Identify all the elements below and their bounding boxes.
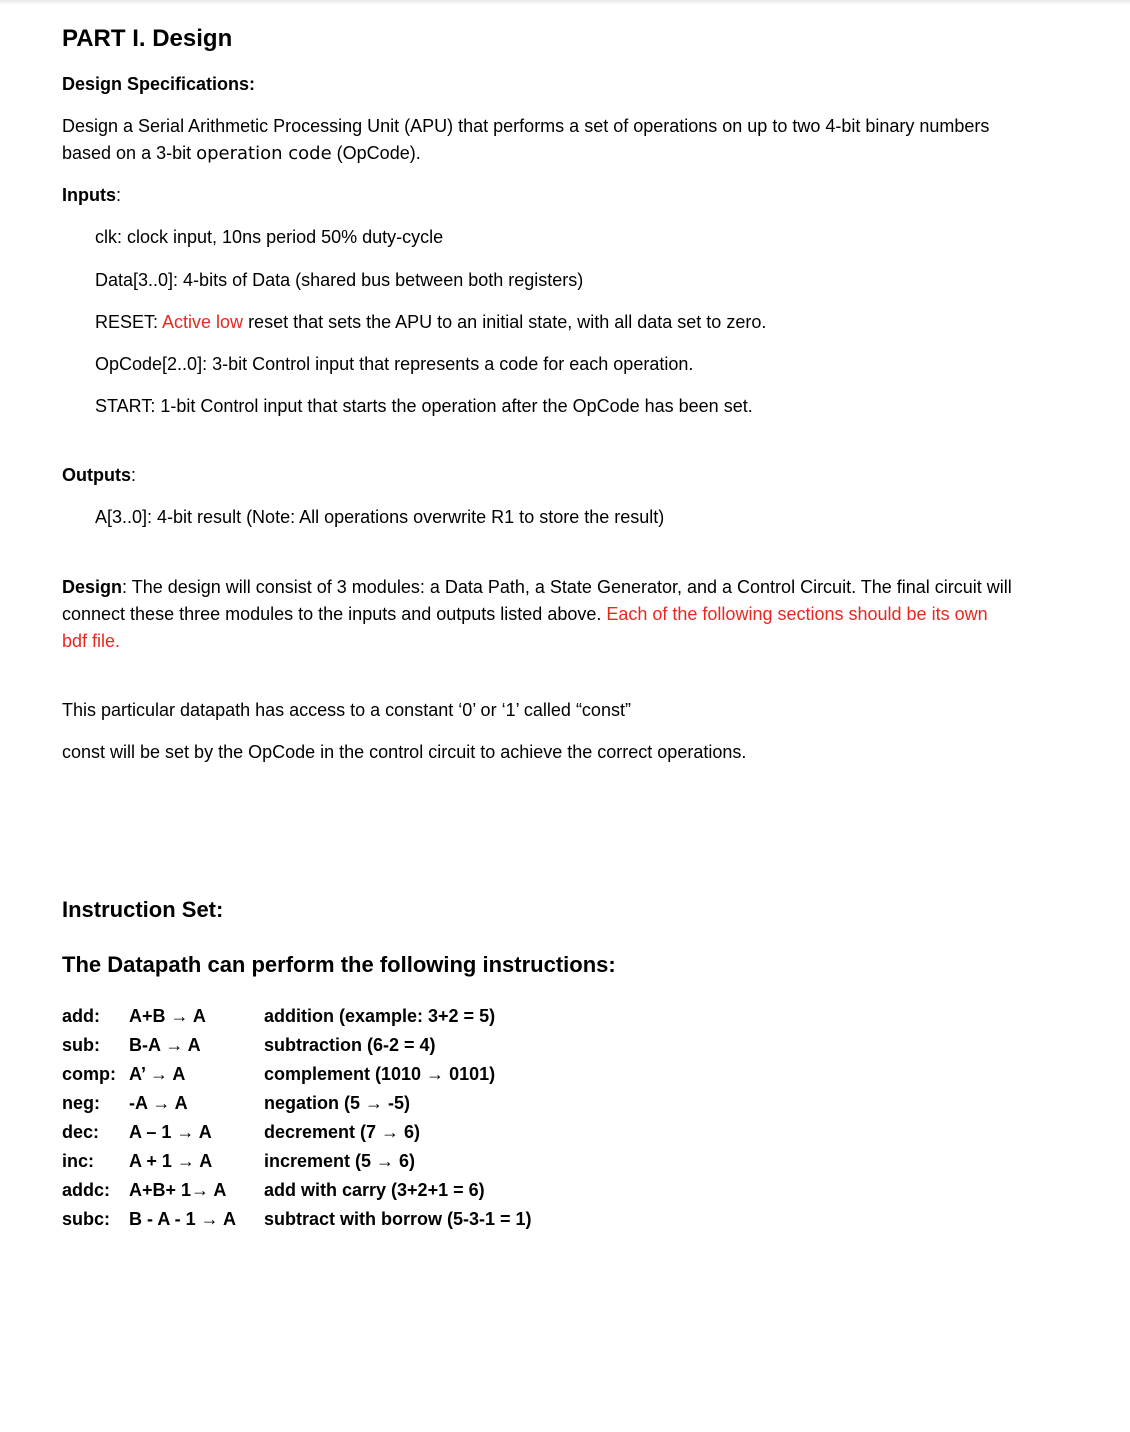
input-opcode: OpCode[2..0]: 3-bit Control input that represents a code for each operation. <box>95 354 694 374</box>
instr-name: sub: <box>62 1035 100 1055</box>
inputs-heading <box>62 182 121 209</box>
instr-op: A – 1 → A <box>129 1122 212 1142</box>
active-low-highlight: Active low <box>162 312 244 332</box>
instr-op: A+B+ 1→ A <box>129 1180 227 1200</box>
input-reset <box>95 309 766 336</box>
instr-desc: complement (1010 → 0101) <box>264 1064 496 1084</box>
design-text: : The design will consist of 3 modules: a Data Path, a State Generator, and a Control Circuit. The final circuit will <box>122 577 1012 597</box>
instr-desc: addition (example: 3+2 = 5) <box>264 1006 496 1026</box>
const-line-2: const will be set by the OpCode in the control circuit to achieve the correct operations. <box>62 742 747 762</box>
instr-op: A + 1 → A <box>129 1151 213 1171</box>
opcode-term: operation code <box>196 143 332 164</box>
instr-op: -A → A <box>129 1093 188 1113</box>
input-start: START: 1-bit Control input that starts the operation after the OpCode has been set. <box>95 396 753 416</box>
instr-desc: subtract with borrow (5-3-1 = 1) <box>264 1209 532 1229</box>
input-data: Data[3..0]: 4-bits of Data (shared bus between both registers) <box>95 270 584 290</box>
intro-line-1: Design a Serial Arithmetic Processing Unit (APU) that performs a set of operations on up to two 4-bit binary numbers <box>62 116 990 136</box>
instr-name: inc: <box>62 1151 95 1171</box>
instr-name: addc: <box>62 1180 111 1200</box>
reset-label: RESET: <box>95 312 163 332</box>
instr-desc: subtraction (6-2 = 4) <box>264 1035 436 1055</box>
design-line-3: bdf file. <box>62 631 121 651</box>
instr-desc: increment (5 → 6) <box>264 1151 416 1171</box>
bdf-note: Each of the following sections should be its own <box>606 604 988 624</box>
intro-text: based on a 3-bit <box>62 143 197 163</box>
design-spec-heading: Design Specifications: <box>62 74 256 94</box>
instr-desc: add with carry (3+2+1 = 6) <box>264 1180 485 1200</box>
page-top-edge <box>0 0 1130 5</box>
input-clk: clk: clock input, 10ns period 50% duty-cycle <box>95 227 444 247</box>
instr-op: A+B → A <box>129 1006 206 1026</box>
design-line-1 <box>62 574 1012 601</box>
inputs-label: Inputs <box>62 185 116 205</box>
instruction-set-heading: Instruction Set: <box>62 897 224 922</box>
const-line-1: This particular datapath has access to a constant ‘0’ or ‘1’ called “const” <box>62 700 631 720</box>
outputs-heading <box>62 462 136 489</box>
design-label: Design <box>62 577 123 597</box>
datapath-heading: The Datapath can perform the following instructions: <box>62 952 616 977</box>
outputs-label: Outputs <box>62 465 131 485</box>
output-a: A[3..0]: 4-bit result (Note: All operations overwrite R1 to store the result) <box>95 507 665 527</box>
outputs-colon: : <box>131 465 137 485</box>
page-title: PART I. Design <box>62 25 233 52</box>
instr-name: dec: <box>62 1122 100 1142</box>
instr-name: add: <box>62 1006 100 1026</box>
design-text-2: connect these three modules to the inputs and outputs listed above. <box>62 604 607 624</box>
instr-name: subc: <box>62 1209 111 1229</box>
intro-text-end: (OpCode). <box>331 143 421 163</box>
reset-desc: reset that sets the APU to an initial state, with all data set to zero. <box>243 312 767 332</box>
instr-name: neg: <box>62 1093 100 1113</box>
instr-op: A’ → A <box>129 1064 186 1084</box>
instr-op: B - A - 1 → A <box>129 1209 236 1229</box>
instr-desc: decrement (7 → 6) <box>264 1122 421 1142</box>
instr-op: B-A → A <box>129 1035 201 1055</box>
instr-name: comp: <box>62 1064 116 1084</box>
design-line-2 <box>62 601 988 628</box>
inputs-colon: : <box>116 185 122 205</box>
intro-line-2 <box>62 140 421 167</box>
instr-desc: negation (5 → -5) <box>264 1093 411 1113</box>
